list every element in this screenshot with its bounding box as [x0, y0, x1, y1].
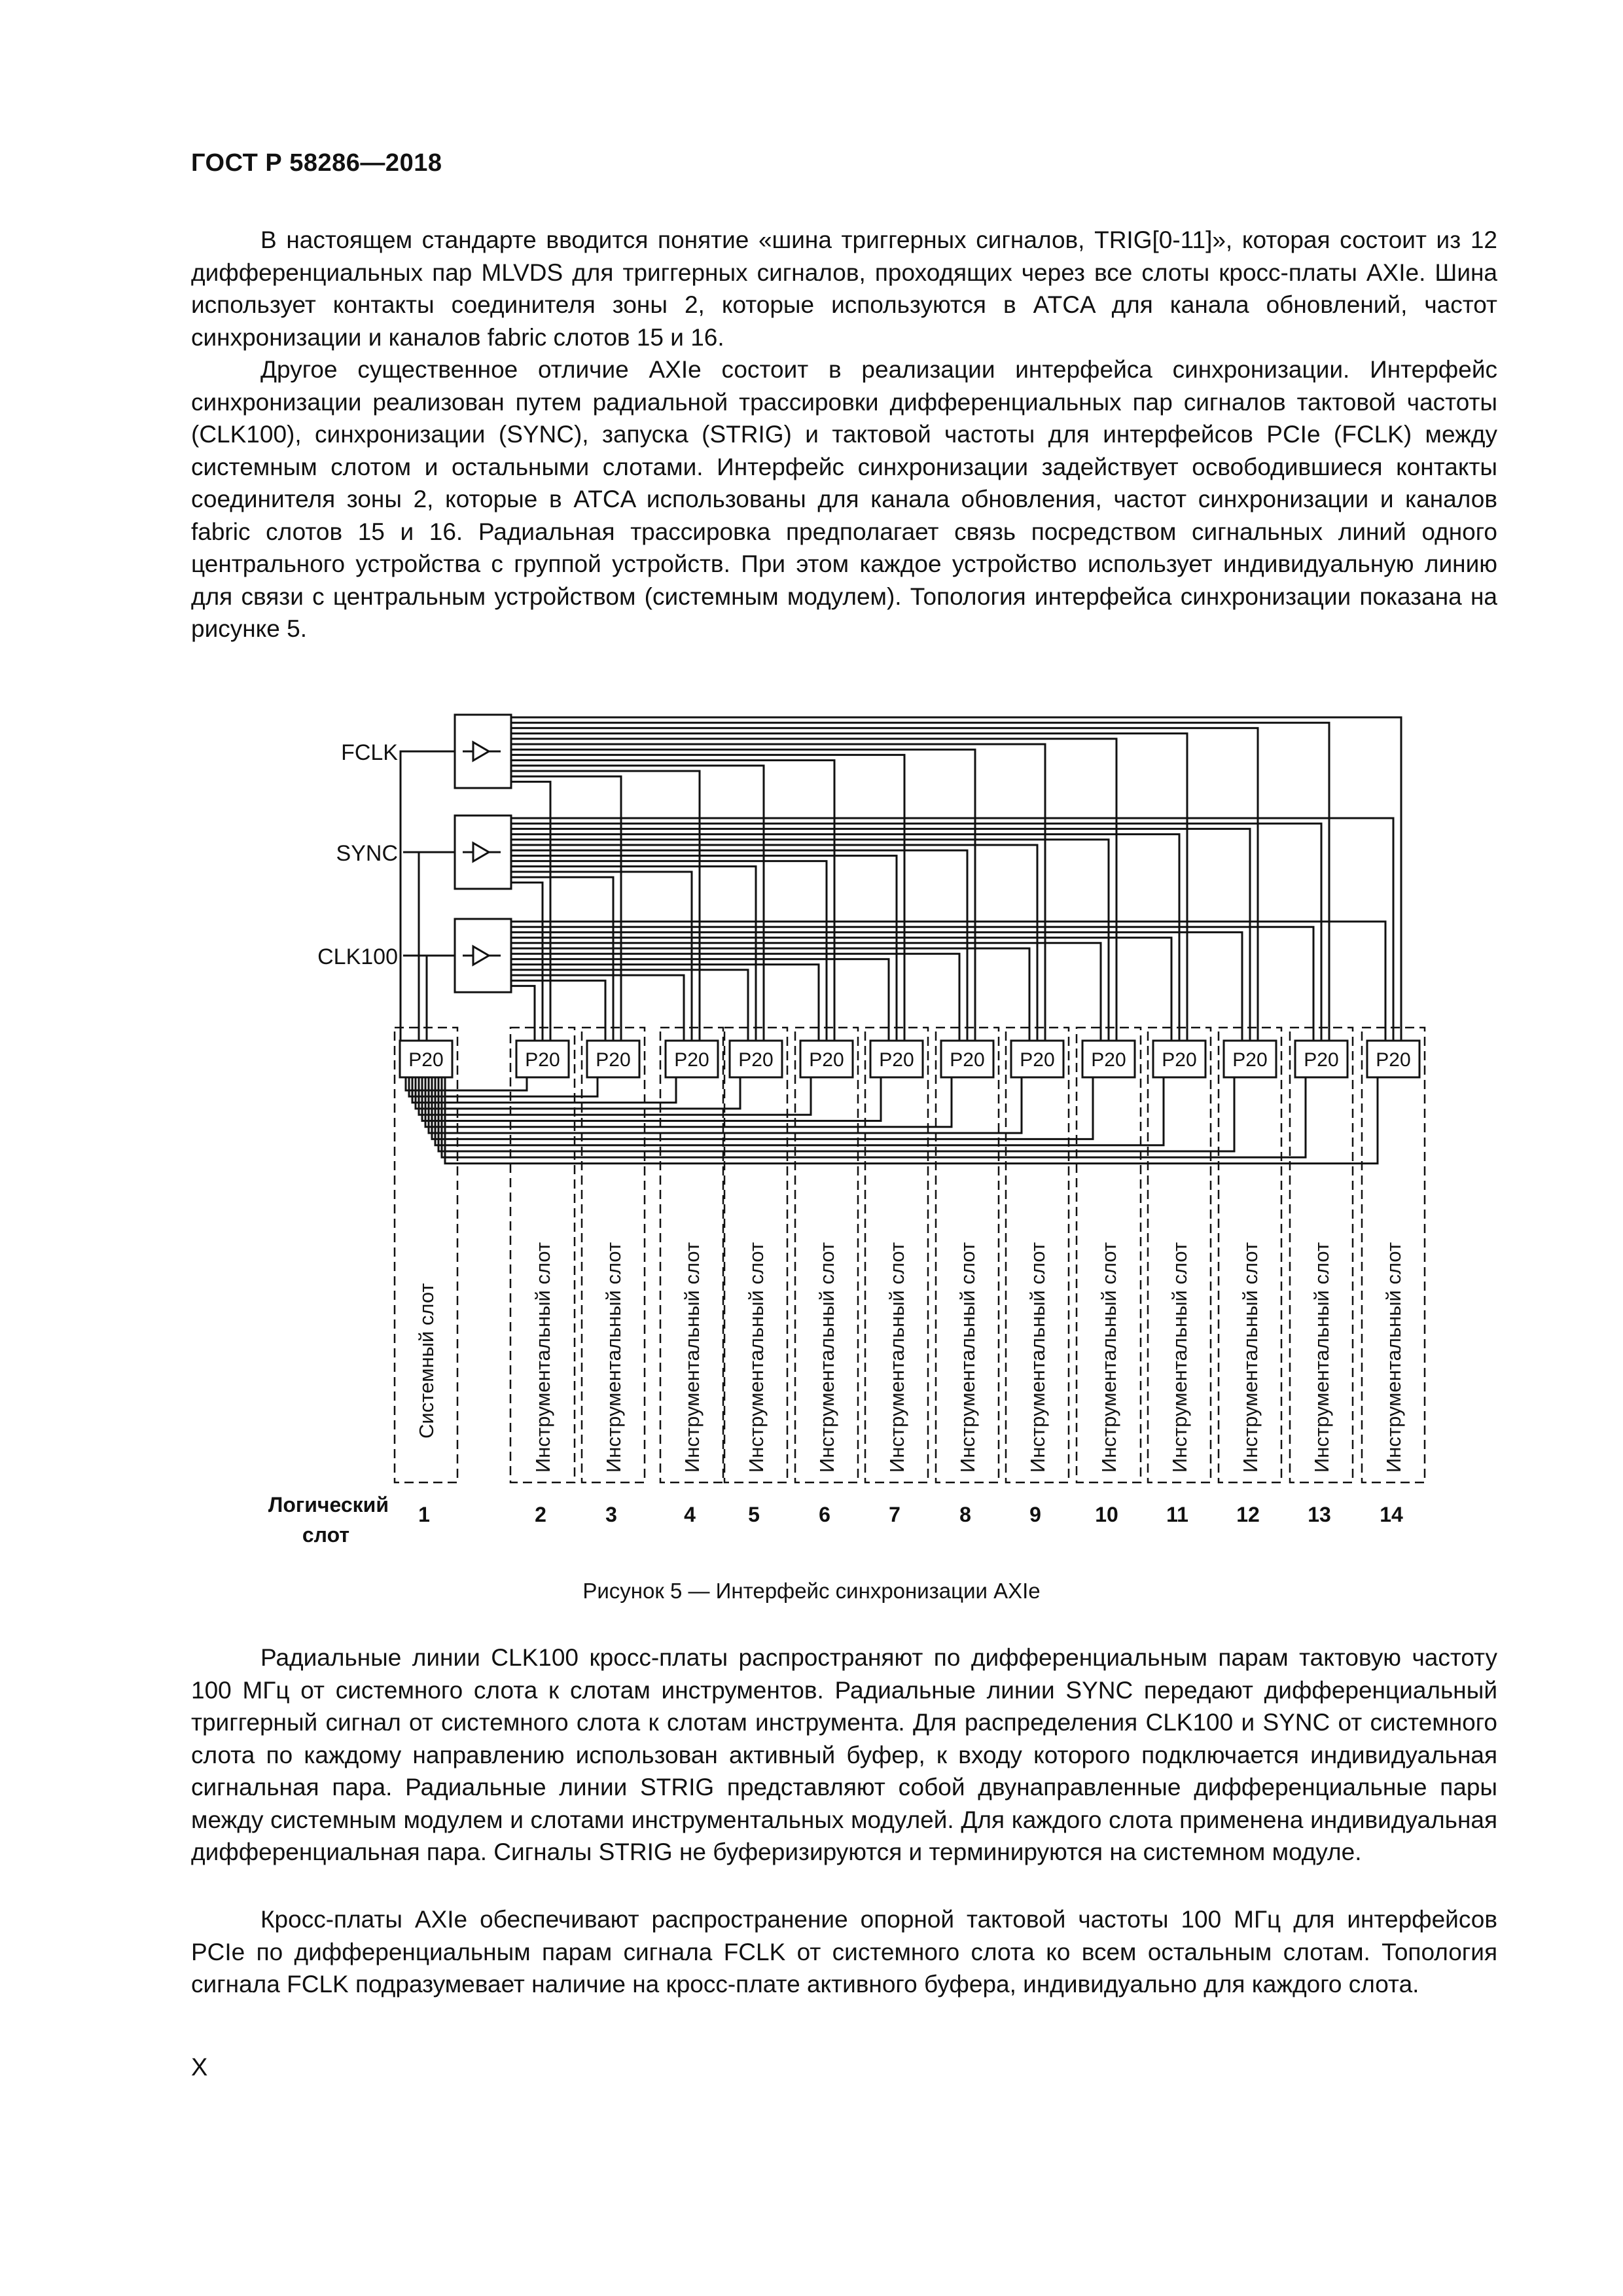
- paragraph-trig-bus: В настоящем стандарте вводится понятие «шина триггерных сигналов, TRIG[0-11]», которая состоит из 12 дифференциальных пар MLVDS для триггерных сигналов, проходящих через все слоты кросс-платы AXIe. Шина использует контакты соединителя зоны 2, которые используются в ATCA для канала обновлений, частот синхронизации и каналов fabric слотов 15 и 16.: [191, 226, 1497, 351]
- radial-line: [511, 766, 764, 1041]
- slot-number: 12: [1236, 1503, 1260, 1526]
- p20-label: P20: [1232, 1049, 1268, 1071]
- p20-label: P20: [1162, 1049, 1197, 1071]
- strig-line: [409, 1077, 597, 1096]
- p20-label: P20: [1304, 1049, 1339, 1071]
- paragraph-fclk: Кросс-платы AXIe обеспечивают распространение опорной тактовой частоты 100 МГц для интерфейсов PCIe по дифференциальным парам сигнала FCLK от системного слота ко всем остальным слотам. Топология сигнала FCLK подразумевает наличие на кросс-плате активного буфера, индивидуально для каждого слота.: [191, 1906, 1497, 1998]
- signal-label-clk100: CLK100: [317, 944, 398, 969]
- slot-number: 5: [748, 1503, 760, 1526]
- radial-line: [511, 922, 1385, 1041]
- radial-line: [511, 755, 904, 1041]
- radial-line: [511, 954, 959, 1041]
- slot-number: 14: [1380, 1503, 1403, 1526]
- p20-label: P20: [950, 1049, 985, 1071]
- instrument-slot-label: Инструментальный слот: [681, 1242, 704, 1473]
- radial-line: [511, 872, 692, 1041]
- instrument-slot-label: Инструментальный слот: [1097, 1242, 1120, 1473]
- p20-label: P20: [596, 1049, 631, 1071]
- slot-number: 11: [1166, 1503, 1188, 1526]
- p20-label: P20: [1376, 1049, 1411, 1071]
- radial-line: [511, 943, 1101, 1041]
- instrument-slot-label: Инструментальный слот: [956, 1242, 979, 1473]
- p20-label: P20: [674, 1049, 709, 1071]
- strig-line: [435, 1077, 1164, 1145]
- signal-label-sync: SYNC: [336, 841, 398, 866]
- radial-line: [511, 975, 684, 1041]
- slot-number: 4: [684, 1503, 696, 1526]
- slot-number: 7: [889, 1503, 901, 1526]
- instrument-slot-label: Инструментальный слот: [1026, 1242, 1049, 1473]
- radial-line: [511, 840, 1109, 1041]
- instrument-slot-label: Инструментальный слот: [602, 1242, 625, 1473]
- signal-label-fclk: FCLK: [341, 740, 398, 765]
- figure-caption: Рисунок 5 — Интерфейс синхронизации AXIe: [582, 1579, 1041, 1603]
- p20-label: P20: [809, 1049, 844, 1071]
- instrument-slot-label: Инструментальный слот: [531, 1242, 554, 1473]
- instrument-slot-label: Инструментальный слот: [1382, 1242, 1405, 1473]
- radial-line: [511, 818, 1393, 1041]
- p20-label: P20: [738, 1049, 774, 1071]
- radial-line: [511, 739, 1116, 1041]
- radial-line: [511, 882, 543, 1041]
- system-feed-wire: [403, 852, 419, 1041]
- instrument-slot-label: Инструментальный слот: [815, 1242, 838, 1473]
- slot-number: 13: [1308, 1503, 1331, 1526]
- slot-number: 2: [535, 1503, 546, 1526]
- p20-label: P20: [525, 1049, 560, 1071]
- p20-label: P20: [879, 1049, 914, 1071]
- paragraph-clk100-sync: Радиальные линии CLK100 кросс-платы распространяют по дифференциальным парам тактовую частоту 100 МГц от системного слота к слотам инструментов. Радиальные линии SYNC передают дифференциальный триггерный сигнал от системного слота к слотам инструмента. Для распределения CLK100 и SYNC от системного слота по каждому направлению использован активный буфер, к входу которого подключается индивидуальная сигнальная пара. Радиальные линии STRIG представляют собой двунаправленные дифференциальные пары между системным модулем и слотами инструментальных модулей. Для каждого слота применена индивидуальная дифференциальная пара. Сигналы STRIG не буферизируются и терминируются на системном модуле.: [191, 1644, 1497, 1865]
- slot-number: 8: [959, 1503, 971, 1526]
- system-feed-wire: [401, 751, 403, 1041]
- radial-line: [511, 850, 967, 1041]
- radial-line: [511, 986, 535, 1041]
- instrument-slot-label: Инструментальный слот: [885, 1242, 908, 1473]
- logical-slot-label-2: слот: [302, 1523, 349, 1547]
- p20-label: P20: [1091, 1049, 1126, 1071]
- instrument-slot-label: Инструментальный слот: [745, 1242, 768, 1473]
- slot-number: 1: [418, 1503, 430, 1526]
- instrument-slot-label: Инструментальный слот: [1310, 1242, 1333, 1473]
- slot-number: 6: [819, 1503, 830, 1526]
- page-number: X: [191, 2054, 208, 2081]
- slot-number: 3: [605, 1503, 617, 1526]
- instrument-slot-label: Инструментальный слот: [1168, 1242, 1191, 1473]
- radial-line: [511, 761, 834, 1041]
- radial-line: [511, 728, 1258, 1041]
- slot-number: 10: [1095, 1503, 1118, 1526]
- slot-number: 9: [1029, 1503, 1041, 1526]
- radial-line: [511, 781, 550, 1041]
- p20-label: P20: [1020, 1049, 1055, 1071]
- logical-slot-label: Логический: [268, 1493, 389, 1516]
- strig-line: [406, 1077, 527, 1090]
- radial-line: [511, 749, 975, 1041]
- radial-line: [511, 980, 605, 1041]
- instrument-slot-label: Инструментальный слот: [1239, 1242, 1262, 1473]
- p20-label: P20: [408, 1049, 444, 1071]
- document-header: ГОСТ Р 58286—2018: [191, 149, 442, 177]
- paragraph-sync-interface: Другое существенное отличие AXIe состоит в реализации интерфейса синхронизации. Интерфейс синхронизации реализован путем радиальной трассировки дифференциальных пар сигналов тактовой частоты (CLK100), синхронизации (SYNC), запуска (STRIG) и тактовой частоты для интерфейсов PCIe (FCLK) между системным слотом и остальными слотами. Интерфейс синхронизации задействует освободившиеся контакты соединителя зоны 2, которые в ATCA использованы для канала обновления, частот синхронизации и каналов fabric слотов 15 и 16. Радиальная трассировка предполагает связь посредством сигнальных линий одного центрального устройства с группой устройств. При этом каждое устройство использует индивидуальную линию для связи с центральным устройством (системным модулем). Топология интерфейса синхронизации показана на рисунке 5.: [191, 356, 1497, 642]
- system-slot-label: Системный слот: [415, 1283, 438, 1439]
- radial-line: [511, 861, 827, 1041]
- radial-line: [511, 744, 1045, 1041]
- strig-line: [416, 1077, 740, 1109]
